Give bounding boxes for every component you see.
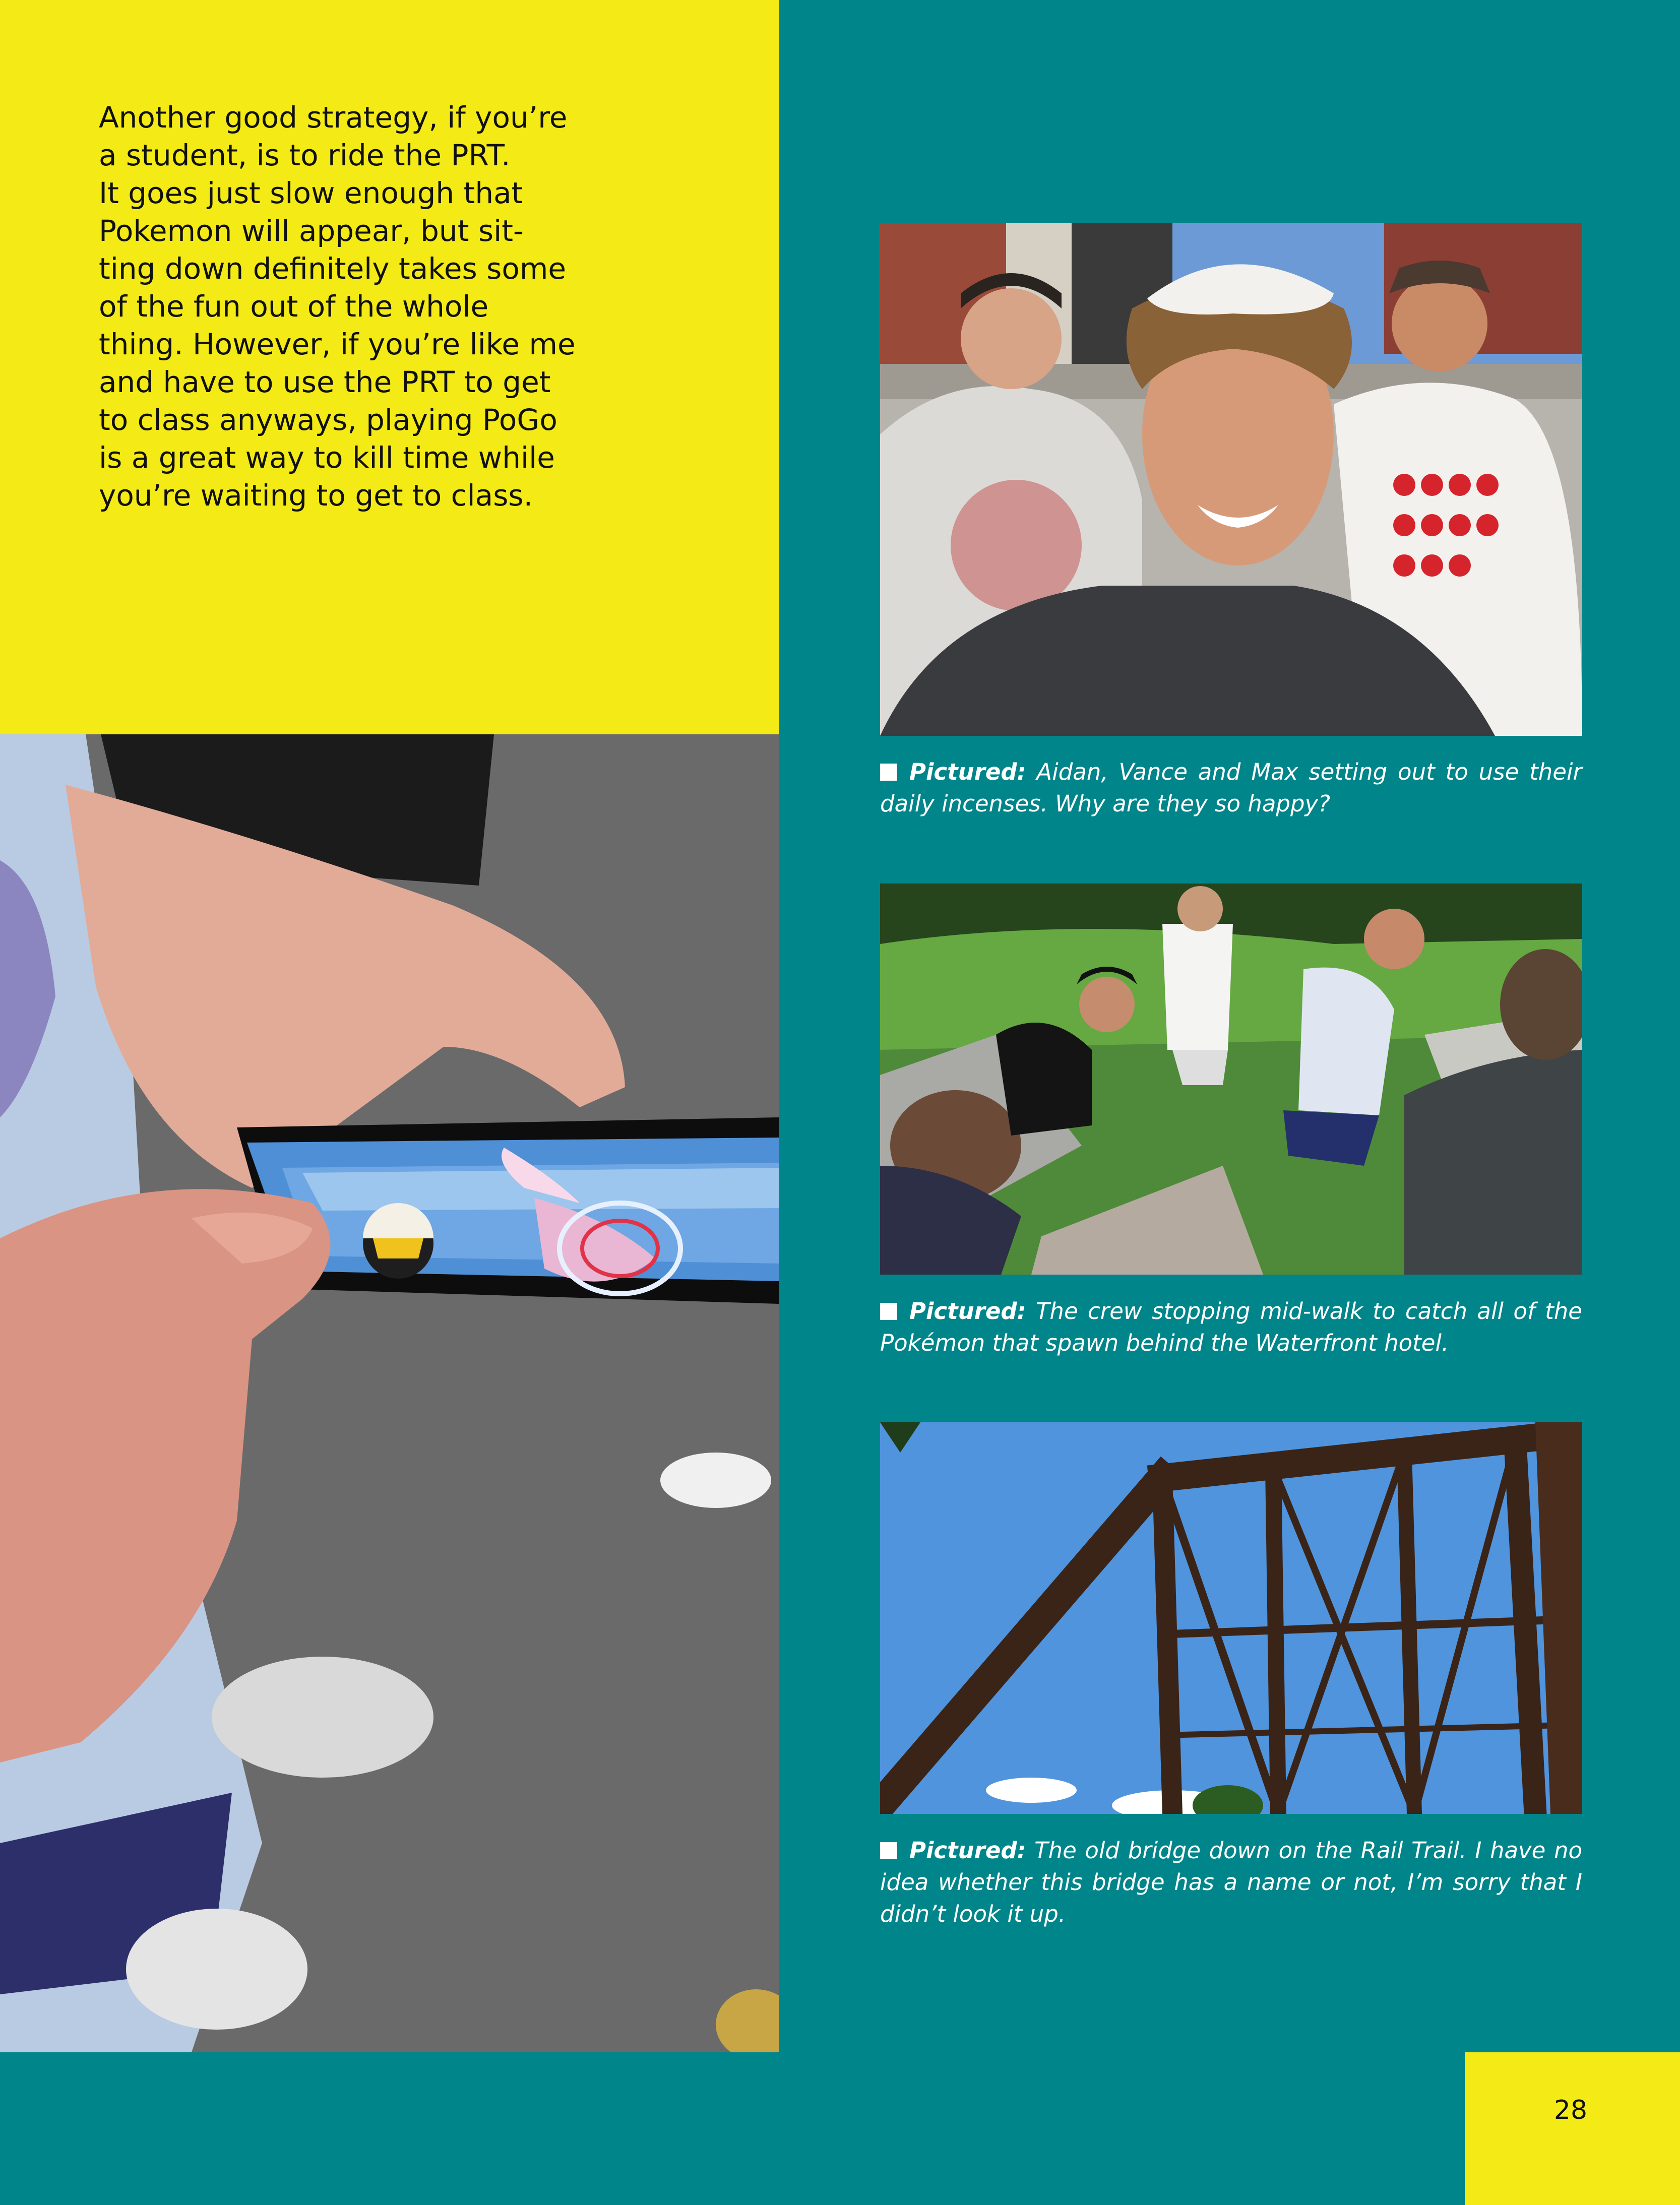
intro-paragraph: Another good strategy, if you’re a student, is to ride the PRT. It goes just slow enough that Pokemon will appear, but sit- ting down definitely takes some of the fun out of the whole thing. However, if you’re like me and have to use the PRT to get to class anyways, playing PoGo is a great way to kill time while you’re waiting to get to class.: [99, 100, 576, 513]
bridge-photo: [880, 1422, 1582, 1814]
phone-gameplay-photo: [0, 734, 779, 2052]
caption-bullet: [880, 764, 897, 781]
caption-label: Pictured:: [909, 759, 1026, 785]
photo-caption: [880, 1835, 1582, 1930]
intro-panel: [0, 0, 779, 734]
photo-caption: [880, 756, 1582, 820]
caption-text: Aidan, Vance and Max setting out to use their daily incenses. Why are they so happy?: [880, 759, 1582, 817]
caption-text: The crew stopping mid-walk to catch all of the Pokémon that spawn behind the Waterfront hotel.: [880, 1298, 1582, 1356]
selfie-photo: [880, 223, 1582, 736]
caption-bullet: [880, 1303, 897, 1320]
caption-label: Pictured:: [909, 1298, 1026, 1325]
caption-text: The old bridge down on the Rail Trail. I have no idea whether this bridge has a name or not, I’m sorry that I didn’t look it up.: [880, 1837, 1582, 1927]
crew-photo: [880, 884, 1582, 1275]
photo-caption: [880, 1295, 1582, 1359]
page-number: 28: [1553, 2095, 1588, 2125]
caption-bullet: [880, 1842, 897, 1859]
caption-label: Pictured:: [909, 1837, 1026, 1864]
page-number-box: [1465, 2052, 1680, 2205]
